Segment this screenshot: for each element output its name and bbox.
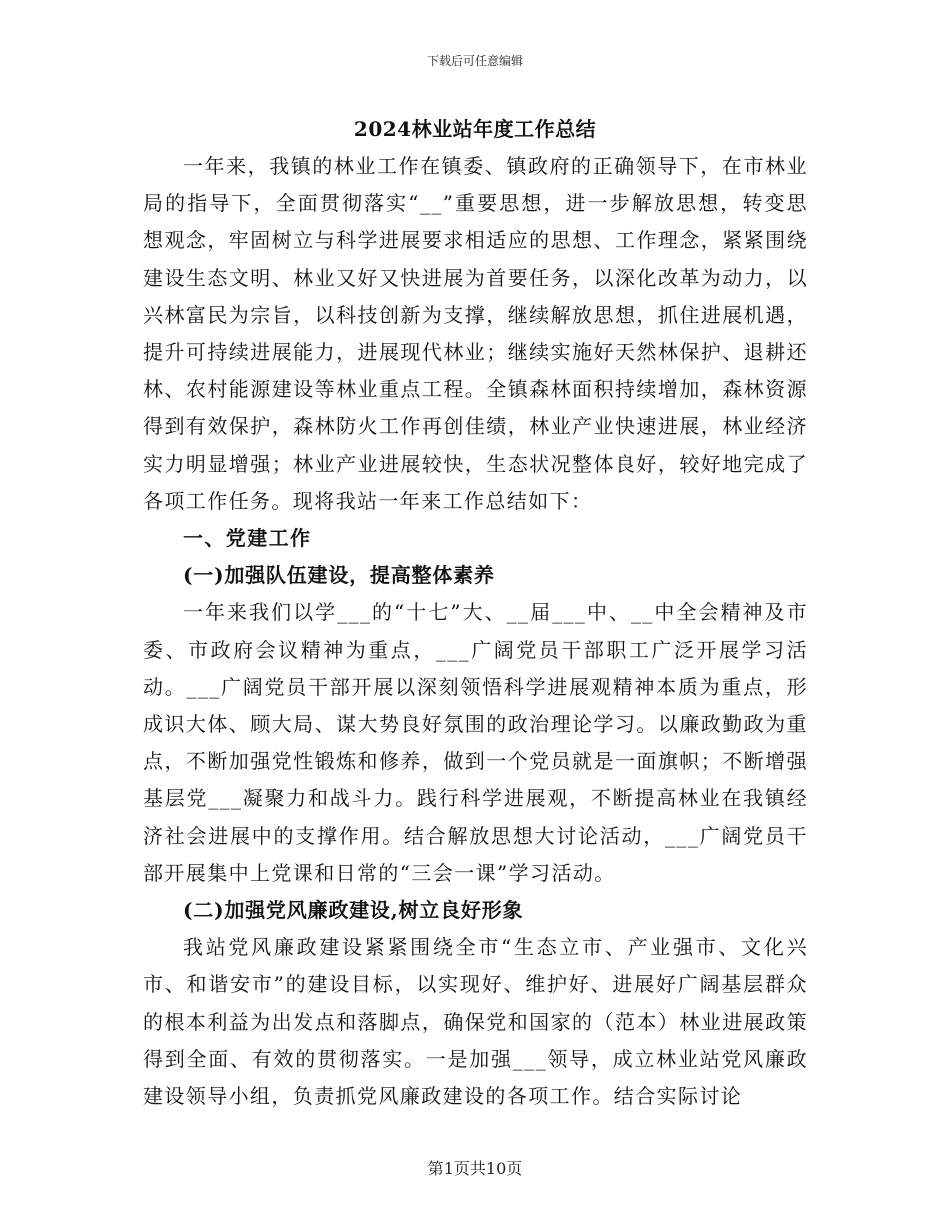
page-number: 第1页共10页 — [427, 1159, 523, 1178]
team-building-paragraph: 一年来我们以学___的“十七”大、__届___中、__中全会精神及市委、市政府会议精神为重点，___广阔党员干部职工广泛开展学习活动。___广阔党员干部开展以深刻领悟科学进展观精神本质为重点，形成识大体、顾大局、谋大势良好氛围的政治理论学习。以廉政勤政为重点，不断加强党性锻炼和修养，做到一个党员就是一面旗帜；不断增强基层党___凝聚力和战斗力。践行科学进展观，不断提高林业在我镇经济社会进展中的支撑作用。结合解放思想大讨论活动，___广阔党员干部开展集中上党课和日常的“三会一课”学习活动。 — [143, 600, 808, 885]
section-heading-party-building: 一、党建工作 — [183, 526, 312, 551]
integrity-paragraph: 我站党风廉政建设紧紧围绕全市“生态立市、产业强市、文化兴市、和谐安市”的建设目标，以实现好、维护好、进展好广阔基层群众的根本利益为出发点和落脚点，确保党和国家的（范本）林业进展政策得到全面、有效的贯彻落实。一是加强___领导，成立林业站党风廉政建设领导小组，负责抓党风廉政建设的各项工作。结合实际讨论 — [143, 935, 808, 1109]
intro-paragraph: 一年来，我镇的林业工作在镇委、镇政府的正确领导下，在市林业局的指导下，全面贯彻落实“__”重要思想，进一步解放思想，转变思想观念，牢固树立与科学进展要求相适应的思想、工作理念，紧紧围绕建设生态文明、林业又好又快进展为首要任务，以深化改革为动力，以兴林富民为宗旨，以科技创新为支撑，继续解放思想，抓住进展机遇，提升可持续进展能力，进展现代林业；继续实施好天然林保护、退耕还林、农村能源建设等林业重点工程。全镇森林面积持续增加，森林资源得到有效保护，森林防火工作再创佳绩，林业产业快速进展，林业经济实力明显增强；林业产业进展较快，生态状况整体良好，较好地完成了各项工作任务。现将我站一年来工作总结如下： — [143, 154, 808, 513]
document-title: 2024林业站年度工作总结 — [353, 117, 597, 141]
document-body — [143, 148, 808, 1115]
page-header-note: 下载后可任意编辑 — [426, 54, 523, 68]
subsection-heading-team-building: (一)加强队伍建设，提高整体素养 — [183, 563, 495, 588]
subsection-heading-integrity: (二)加强党风廉政建设,树立良好形象 — [183, 898, 524, 923]
